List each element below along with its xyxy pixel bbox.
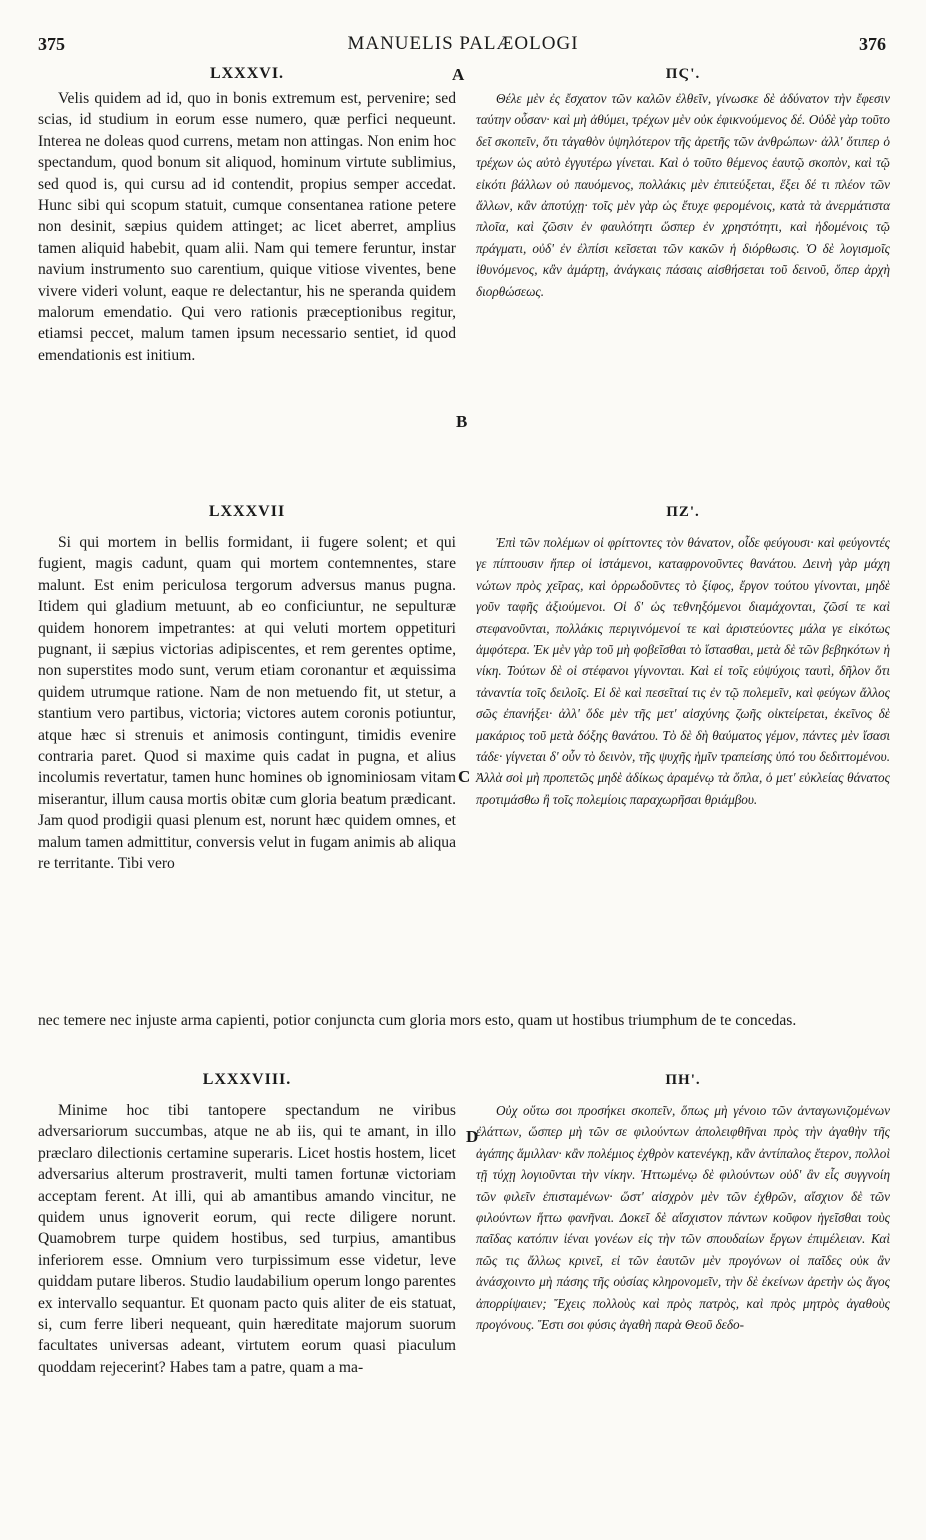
section-heading-latin-88: LXXXVIII. (202, 1071, 292, 1088)
margin-letter-d: D (466, 1127, 479, 1146)
page-number-left: 375 (38, 34, 65, 54)
margin-letter-c: C (458, 767, 471, 786)
greek-text-86: Θέλε μὲν ἐς ἔσχατον τῶν καλῶν ἐλθεῖν, γίνωσκε δὲ ἀδύνατον τὴν ἔφεσιν ταύτην οὖσαν· καὶ μὴ ἀθύμει, τρέχων μὲν οὐκ ἐφικνούμενος δέ. Οὐδὲ γὰρ τοῦτο δεῖ σκοπεῖν, ὅτι τἀγαθὸν ὑψηλότερον τῆς ἀρετῆς τῶν ἀνθρώπων· ἀλλ' ὅτιπερ ὁ τρέχων ὡς αὐτὸ ἐγγυτέρω γίνεται. Καὶ ὁ τοῦτο θέμενος ἑαυτῷ σκοπὸν, καὶ τῷ εἰκότι βάλλων οὐ παυόμενος, πολλάκις μὲν ἐπιτεύξεται, ἕξει δέ τι πλέον τῶν ἄλλων, κἂν ἀποτύχῃ· τοῖς μὲν γὰρ ὡς ἔτυχε φερομένοις, κατὰ τὰ ἀνερμάτιστα πλοῖα, καὶ ζῶσιν ἐν φαυλότητι ὥσπερ ἐν χρηστότητι, καὶ ἡδομένοις τῷ πράγματι, οὐδ' ἐν ἐλπίσι κεῖσεται τῶν κακῶν ἡ διόρθωσις. Ὁ δὲ λογισμοῖς ἰθυνόμενος, κἂν ἁμάρτῃ, ἀνάγκαις πάσαις αἰσθήσεται τοῦ δεινοῦ, ὅπερ ἀρχὴ διορθώσεως. (476, 91, 890, 299)
section-heading-greek-87: ΠΖ'. (666, 504, 700, 520)
latin-text-88: Minime hoc tibi tantopere spectandum ne viribus adversariorum succumbas, atque ne ab iis, qui te amant, in illo præclaro dilectionis certamine superaris. Licet hostis hostem, licet adversarius alterum prostraverit, multi tamen fortunæ victoriam acceptam ferent. At illi, qui ab amantibus amando vincitur, ne quidem unus ignoverit eorum, qui recte diligere norunt. Quamobrem turpe quidem hostibus, sed turpius, amantibus inferiorem esse. Omnium vero turpissimum esse videtur, leve quiddam putare liberos. Studio laudabilium operum longo parentes ex intervallo sequantur. Et quonam pacto quis aliter de eis statuat, si, cum ferre liberi nequeant, quin hæreditate majorum suorum facultates universas adeant, virtutem eorum quasi piaculum quoddam rejecerint? Habes tam a patre, quam a ma- (38, 1102, 456, 1376)
greek-text-88: Οὐχ οὕτω σοι προσήκει σκοπεῖν, ὅπως μὴ γένοιο τῶν ἀνταγωνιζομένων ἐλάττων, ὥσπερ μὴ τῶν σε φιλούντων ἀπολειφθῆναι πρὸς τὴν ἀγαθὴν τῆς ἀγάπης ἅμιλλαν· κἂν πολέμιος ἐχθρὸν κατενέγκῃ, κἂν ἀντίπαλος ἕτερον, πολλοὶ τῇ τύχῃ λογιοῦνται τὴν νίκην. Ἡττωμένῳ δὲ φιλούντων οὐδ' ἂν εἷς συγγνοίη τῶν φιλεῖν ἐπισταμένων· ὥστ' αἰσχρὸν μὲν τῶν ἐχθρῶν, αἴσχιον δὲ τῶν φιλούντων ἥττω φανῆναι. Δοκεῖ δὲ αἴσχιστον πάντων κοῦφον ἡγεῖσθαι τοὺς παῖδας κατόπιν ἰέναι γονέων εἰς τὴν τῶν σπουδαίων ἔργων ἐπιμέλειαν. Καὶ πῶς τις ἄλλως κρινεῖ, εἰ τῶν ἑαυτῶν μὲν προγόνων οἱ παῖδες οὐκ ἂν ἀνάσχοιντο μὴ πάσης τῆς οὐσίας κληρονομεῖν, τὴν δὲ ἐκείνων ἀρετὴν ὡς ἄγος ἀπορρίψαιεν; Ἔχεις πολλοὺς καὶ πρὸς πατρὸς, καὶ πρὸς μητρὸς ἀγαθοὺς προγόνους. Ἔστι σοι φύσις ἀγαθὴ παρὰ Θεοῦ δεδο- (476, 1103, 890, 1333)
section-heading-latin-87: LXXXVII (208, 503, 286, 520)
greek-text-87: Ἐπὶ τῶν πολέμων οἱ φρίττοντες τὸν θάνατον, οἶδε φεύγουσι· καὶ φεύγοντές γε πίπτουσιν ἤπερ οἱ ἱστάμενοι, καταφρονοῦντες θανάτου. Δεινὴ γὰρ μάχη νώτων πρὸς χεῖρας, καὶ ὀρρωδοῦντες τὸ ξίφος, ἔργον τούτου γίνονται, μηδὲ γοῦν ταφῆς ἀξιούμενοι. Οἱ δ' ὡς τεθνηξόμενοι διαμάχονται, ζῶσί τε καὶ στεφανοῦνται, πολλάκις περιγινόμενοί τε καὶ ἀριστεύοντες μάλα γε εἰκότως ἀμφότερα. Ἐκ μὲν γὰρ τοῦ μὴ φοβεῖσθαι τὸ ἵστασθαι, μετὰ δὲ τῶν βεβηκότων ἡ νίκη. Τούτων δὲ οἱ στέφανοι γίγνονται. Καὶ εἰ τοῖς εὐψύχοις ταυτὶ, δῆλον ὅτι τἀναντία τοῖς δειλοῖς. Εἰ δὲ καὶ πεσεῖταί τις ἐν τῷ πολεμεῖν, καὶ φεύγων ἄλλος σῶς ἐπανήξει· ἀλλ' ὅδε μὲν τῆς μετ' αἰσχύνης ζωῆς οἰκτείρεται, ἐκεῖνος δὲ μακάριος τοῦ μετὰ δόξης θανάτου. Τὸ δὲ δὴ θαύματος γέμον, πάντες μὲν ἴσασι τάδε· γίγνεται δ' οὖν τὸ δεινὸν, τῆς ψυχῆς ἡμῖν τραπείσης ὑπό του δεδιττομένου. Ἀλλὰ σοὶ μὴ προπετῶς μηδὲ ἀδίκως ἀραμένῳ τὰ ὅπλα, ὁ μετ' εὐκλείας θάνατος προτιμάσθω ἢ τοῖς πολεμίοις παραχωρῆσαι θριάμβου. (476, 535, 890, 807)
running-title: MANUELIS PALÆOLOGI (347, 33, 579, 54)
section-heading-greek-88: ΠΗ'. (665, 1072, 701, 1088)
latin-text-87: Si qui mortem in bellis formidant, ii fugere solent; et qui fugient, magis cadunt, quam qui mortem contemnentes, stare malunt. Est enim periculosa tergorum adversus manus pugna. Itidem qui gladium metuunt, ab eo conficiuntur, ne sepulturæ quidem honorem impetrantes: at qui veluti mortem oppetituri pugnant, ii sæpius victorias adipiscentes, et rem gerentes optime, non superstites modo sunt, verum etiam coronantur et æquissima quidem utrumque ratione. Nam de non metuendo fit, ut stetur, a stantium vero partibus, victoria; victores autem coronis potiuntur, atque hæc si strenuis et animosis contingunt, timidis evenire contraria paret. Quod si maxime quis cadat in pugna, et alius incolumis revertatur, tamen hunc homines ob ignominiosam vitam miserantur, illum causa mortis obitæ cum gloria beatum prædicant. Jam quod prodigii quasi plenum est, norunt hæc quidem omnes, et malum tamen admittitur, conversis velut in fugam animis ab aliqua re territante. Tibi vero (38, 534, 456, 873)
latin-full-width-line: nec temere nec injuste arma capienti, potior conjuncta cum gloria mors esto, quam ut hostibus triumphum de te concedas. (38, 1012, 797, 1029)
latin-text-86: Velis quidem ad id, quo in bonis extremum est, pervenire; sed scias, id studium in eorum esse numero, quæ perfici nequeunt. Interea ne doleas quod currens, metam non attingas. Non enim hoc spectandum, quod bonum sit aliquod, hominum virtute sublimius, sed quod is, qui cursu ad id contendit, propius semper accedat. Hunc sibi qui scopum statuit, cumque consentanea ratione petere non desinit, sæpius quidem attinget; ac licet aberret, amplius tamen aliquid habebit, quam alii. Nam qui temere feruntur, instar navium instrumento suo carentium, quique vitiose viventes, bene vivere videri volunt, eaque re delectantur, his ne speranda quidem malorum emendatio. Qui vero rationis præceptionibus regitur, etiamsi peccet, malum tamen ipsum necessario sentiet, id quod emendationis est initium. (38, 90, 456, 364)
section-heading-greek-86: ΠϚ'. (665, 66, 701, 82)
page-number-right: 376 (859, 34, 886, 54)
margin-letter-a: A (452, 65, 465, 84)
section-heading-latin-86: LXXXVI. (209, 65, 285, 82)
margin-letter-b: B (456, 412, 468, 431)
